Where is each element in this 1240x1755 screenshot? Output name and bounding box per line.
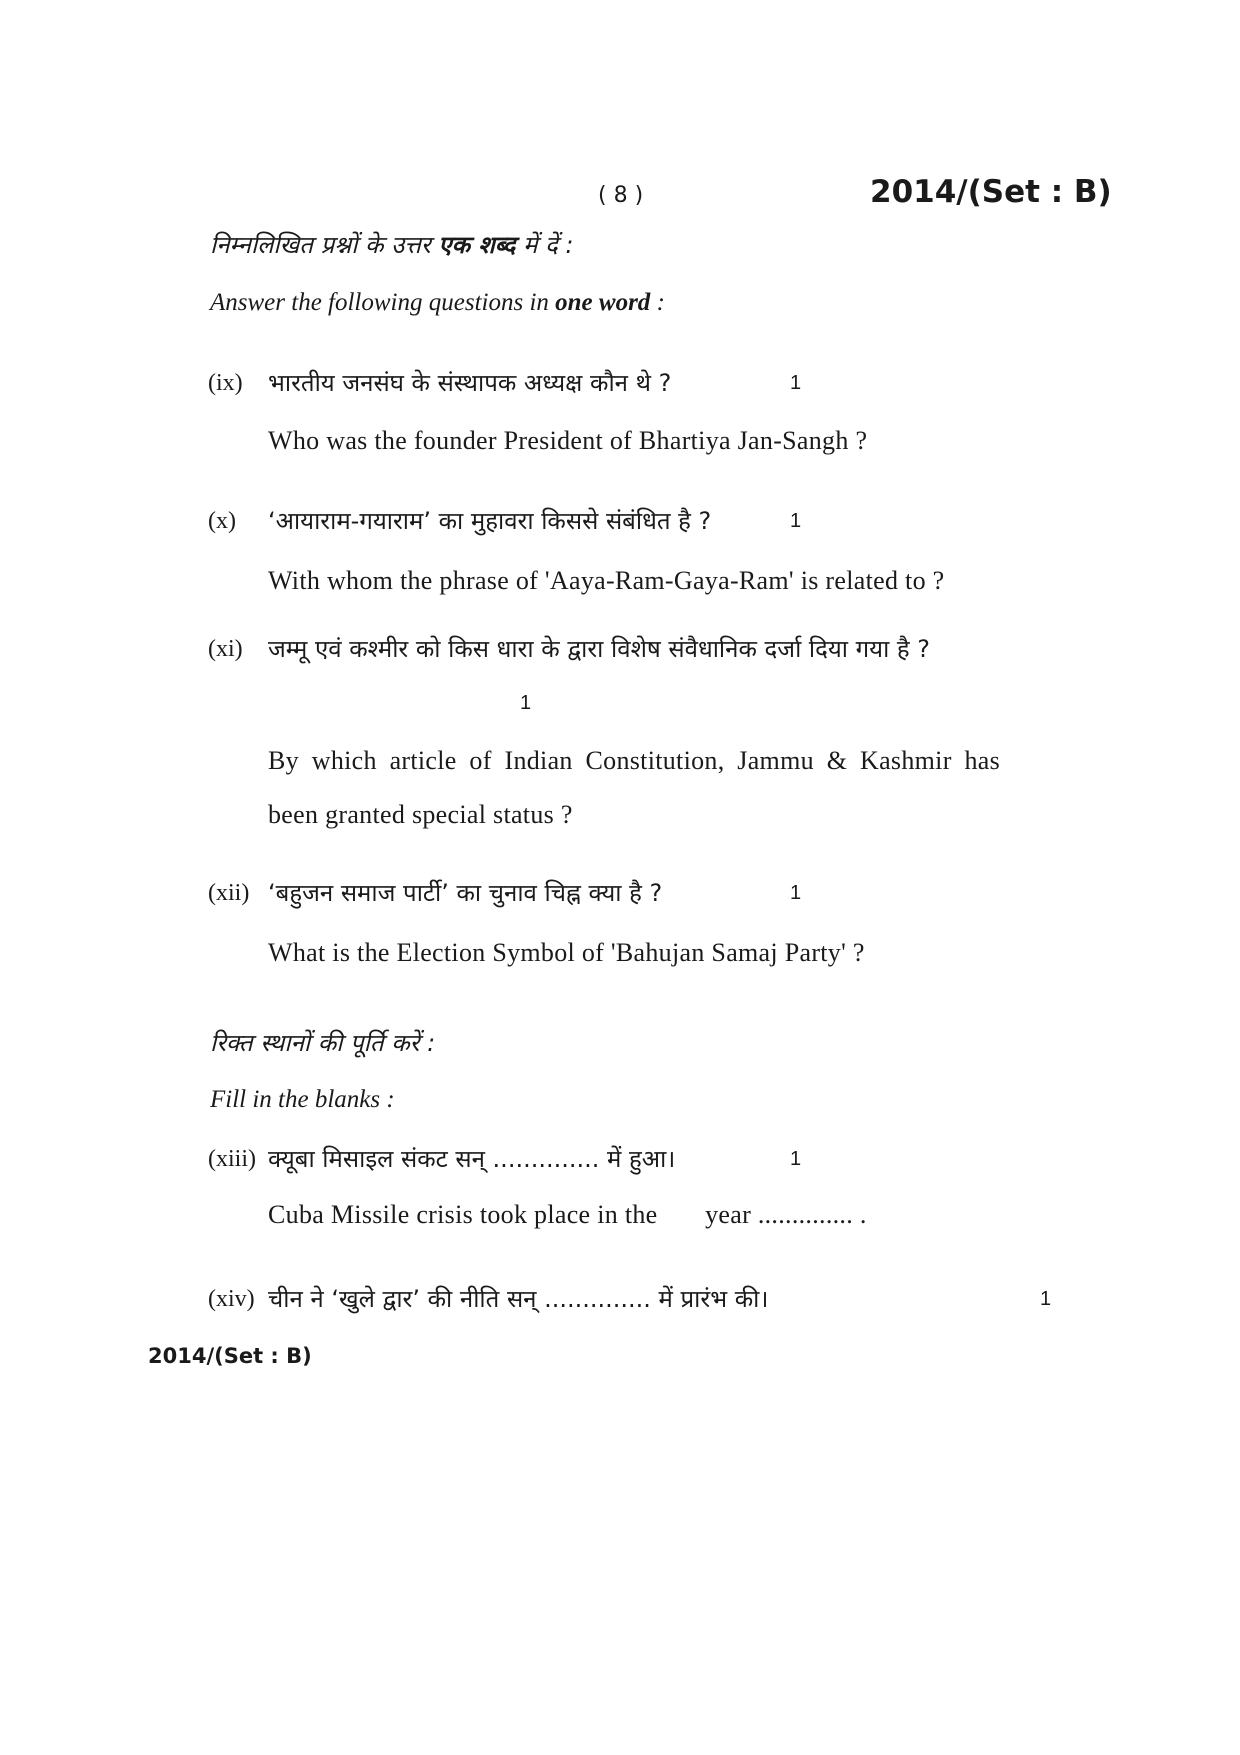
- question-xii-english: What is the Election Symbol of 'Bahujan Samaj Party' ?: [268, 938, 865, 967]
- question-label-xi: (xi): [208, 636, 243, 662]
- question-ix-english: Who was the founder President of Bhartiya Jan-Sangh ?: [268, 426, 868, 455]
- blank-xiv-hindi: चीन ने ‘खुले द्वार’ की नीति सन् .............. में प्रारंभ की।: [268, 1285, 769, 1313]
- question-ix-marks: 1: [790, 372, 802, 394]
- question-xi-english-line2: been granted special status ?: [268, 800, 573, 829]
- question-xi-english-line1: By which article of Indian Constitution, Jammu & Kashmir has: [268, 746, 1001, 775]
- question-label-x: (x): [208, 508, 236, 534]
- question-x-marks: 1: [790, 510, 802, 532]
- english-instruction: Answer the following questions in one word :: [210, 289, 665, 316]
- question-x-english: With whom the phrase of 'Aaya-Ram-Gaya-Ram' is related to ?: [268, 566, 945, 595]
- blank-xiv-marks: 1: [1040, 1288, 1052, 1310]
- fill-blanks-hindi-instruction: रिक्त स्थानों की पूर्ति करें :: [210, 1029, 436, 1057]
- question-label-xii: (xii): [208, 880, 250, 906]
- set-code-header: 2014/(Set : B): [870, 174, 1112, 210]
- blank-label-xiii: (xiii): [208, 1146, 256, 1172]
- blank-xiii-english: Cuba Missile crisis took place in the year .............. .: [268, 1200, 867, 1229]
- page-number: ( 8 ): [598, 183, 644, 208]
- question-x-hindi: ‘आयाराम-गयाराम’ का मुहावरा किससे संबंधित है ?: [268, 507, 712, 535]
- hindi-instruction: निम्नलिखित प्रश्नों के उत्तर एक शब्द में दें :: [210, 231, 574, 259]
- blank-xiii-marks: 1: [790, 1148, 802, 1170]
- question-xi-hindi: जम्मू एवं कश्मीर को किस धारा के द्वारा विशेष संवैधानिक दर्जा दिया गया है ?: [268, 635, 931, 663]
- question-ix-hindi: भारतीय जनसंघ के संस्थापक अध्यक्ष कौन थे ?: [268, 369, 672, 397]
- blank-label-xiv: (xiv): [208, 1286, 255, 1312]
- question-xii-marks: 1: [790, 882, 802, 904]
- fill-blanks-english-instruction: Fill in the blanks :: [210, 1086, 395, 1113]
- question-label-ix: (ix): [208, 370, 243, 396]
- set-code-footer: 2014/(Set : B): [148, 1344, 312, 1368]
- question-xi-marks: 1: [520, 692, 532, 714]
- question-xii-hindi: ‘बहुजन समाज पार्टी’ का चुनाव चिह्न क्या है ?: [268, 879, 663, 907]
- blank-xiii-hindi: क्यूबा मिसाइल संकट सन् .............. में हुआ।: [268, 1145, 676, 1173]
